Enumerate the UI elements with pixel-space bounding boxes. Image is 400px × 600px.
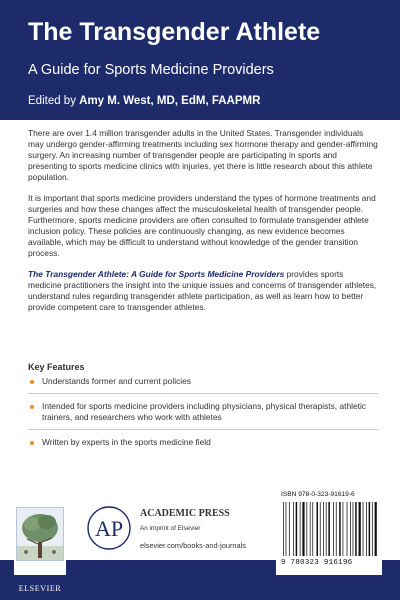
barcode-bar: [328, 502, 330, 556]
academic-press-logo: [86, 505, 132, 551]
barcode-bar: [293, 502, 294, 556]
barcode-bar: [326, 502, 327, 556]
barcode-bar: [296, 502, 298, 556]
list-item: [28, 401, 378, 423]
key-features-list: [28, 376, 378, 448]
description: [28, 128, 378, 323]
barcode-bar: [323, 502, 324, 556]
feature-text: Written by experts in the sports medicine field: [42, 437, 211, 447]
barcode-bar: [286, 502, 287, 556]
divider: [28, 393, 378, 394]
description-paragraph: There are over 1.4 million transgender adults in the United States. Transgender individuals may undergo gender-affirming treatments including sex hormone therapy and gender-affirming surgery. An increasing number of transgender people are participating in sports and presenting to sports medicine clinics with injuries, yet there is little research about this athlete population.: [28, 128, 378, 182]
barcode-bar: [359, 502, 361, 556]
feature-text: Understands former and current policies: [42, 376, 191, 386]
barcode-bar: [310, 502, 311, 556]
barcode-bar: [283, 502, 284, 556]
barcode-bar: [317, 502, 319, 556]
barcode-bar: [339, 502, 341, 556]
title-band: [0, 0, 400, 120]
description-paragraph: [28, 269, 378, 313]
barcode-bar: [343, 502, 344, 556]
book-subtitle: A Guide for Sports Medicine Providers: [28, 62, 274, 78]
barcode-bar: [366, 502, 367, 556]
barcode-bar: [336, 502, 337, 556]
isbn-label: ISBN 978-0-323-91619-6: [281, 491, 355, 498]
barcode-bar: [347, 502, 348, 556]
barcode-bar: [306, 502, 307, 556]
barcode-digits: 9 780323 916196: [281, 559, 353, 567]
feature-text: Intended for sports medicine providers including physicians, physical therapists, athletic trainers, and researchers who work with athletes: [42, 401, 366, 422]
barcode-bar: [320, 502, 321, 556]
barcode-bar: [302, 502, 304, 556]
editor-line: [28, 95, 388, 107]
editor-prefix: Edited by: [28, 95, 80, 107]
barcode-bar: [375, 502, 377, 556]
publisher-url: elsevier.com/books-and-journals: [140, 541, 246, 550]
barcode-image: [281, 502, 377, 556]
description-text: provides sports medicine practitioners the insight into the unique issues and concerns of transgender athletes, understand rules regarding transgender athlete participation, as well as learn how to better provide competent care to transgender athletes.: [28, 269, 377, 312]
logo-letters: AP: [94, 516, 124, 541]
elsevier-wordmark: ELSEVIER: [18, 584, 62, 593]
bullet-icon: [30, 405, 34, 409]
bullet-icon: [30, 441, 34, 445]
barcode-bar: [372, 502, 373, 556]
barcode-bar: [369, 502, 371, 556]
barcode-bar: [312, 502, 313, 556]
elsevier-tree-icon: [17, 508, 63, 560]
barcode-bar: [350, 502, 351, 556]
description-paragraph: It is important that sports medicine providers understand the types of hormone treatments and surgeries and how these changes affect the musculoskeletal health of transgender people. Furthermore, sports medicine providers are often consulted to formulate transgender athlete inclusion policy. These policies are continuously changing, as new evidence becomes available, which may be difficult to understand without knowledge of the gender transition process.: [28, 193, 376, 258]
barcode-bar: [355, 502, 357, 556]
barcode-bar: [353, 502, 354, 556]
barcode-bar: [300, 502, 301, 556]
divider: [28, 429, 378, 430]
book-title: The Transgender Athlete: [28, 18, 321, 46]
barcode-bar: [363, 502, 364, 556]
barcode-bar: [333, 502, 334, 556]
book-title-reference: The Transgender Athlete: A Guide for Sports Medicine Providers: [28, 269, 285, 279]
list-item: [28, 437, 378, 448]
bullet-icon: [30, 380, 34, 384]
editor-name: Amy M. West, MD, EdM, FAAPMR: [79, 95, 261, 107]
key-features-title: Key Features: [28, 362, 85, 372]
elsevier-tree-icon: [16, 507, 64, 561]
imprint-name: ACADEMIC PRESS: [140, 508, 230, 519]
barcode-bar: [289, 502, 290, 556]
list-item: [28, 376, 378, 387]
imprint-line: An imprint of Elsevier: [140, 525, 201, 532]
